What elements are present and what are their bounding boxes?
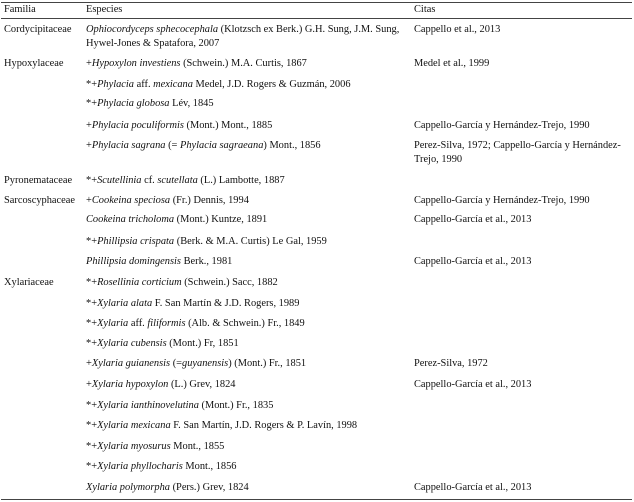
species-cell [86, 139, 321, 153]
species-authority: (Mont.) Kuntze, 1891 [174, 214, 268, 225]
species-authority: (Mont.) Mont., 1885 [183, 120, 273, 131]
species-marker: *+ [86, 461, 98, 472]
species-authority: Mont., 1856 [182, 461, 237, 472]
species-cell [86, 399, 273, 413]
species-cell [86, 194, 249, 208]
species-cell [86, 297, 299, 311]
species-authority: Mont., 1855 [170, 441, 225, 452]
species-authority-secondary: (Alb. & Schwein.) Fr., 1849 [185, 318, 305, 329]
species-cell [86, 97, 214, 111]
species-cell [86, 481, 249, 495]
species-cell [86, 440, 224, 454]
species-authority: (L.) Grev, 1824 [168, 379, 236, 390]
species-authority: aff. [128, 318, 148, 329]
species-name: Xylaria cubensis [97, 338, 167, 349]
species-authority-secondary: ) Mont., 1856 [263, 140, 321, 151]
species-cell [86, 174, 285, 188]
species-cell [86, 378, 235, 392]
cita-cell: Medel et al., 1999 [414, 58, 490, 69]
species-cell [86, 255, 232, 269]
cita-cell: Cappello-García et al., 2013 [414, 256, 532, 267]
species-cell [86, 119, 272, 133]
species-cell [86, 235, 327, 249]
species-marker: *+ [86, 400, 98, 411]
species-name: Phillipsia domingensis [86, 256, 181, 267]
species-cell [86, 337, 239, 351]
species-authority: (= [170, 358, 183, 369]
species-name: Xylaria mexicana [97, 420, 171, 431]
species-cell [86, 357, 306, 371]
species-authority: (Pers.) Grev, 1824 [169, 482, 249, 493]
header-especies: Especies [86, 4, 123, 15]
species-cell [86, 57, 307, 71]
header-citas: Citas [414, 4, 436, 15]
species-authority: (Mont.) Fr., 1835 [198, 400, 274, 411]
species-name-secondary: guyanensis [182, 358, 229, 369]
species-authority: cf. [141, 175, 158, 186]
species-marker: + [86, 195, 92, 206]
species-name: Cookeina speciosa [91, 195, 171, 206]
species-name: Ophiocordyceps sphecocephala [86, 24, 219, 35]
species-marker: *+ [86, 277, 98, 288]
species-name: Hypoxylon investiens [91, 58, 181, 69]
species-name-secondary: mexicana [153, 79, 193, 90]
species-name: Xylaria phyllocharis [97, 461, 183, 472]
header-rule [1, 18, 632, 19]
species-marker: + [86, 140, 92, 151]
cita-cell: Cappello-García et al., 2013 [414, 482, 532, 493]
header-familia: Familia [4, 4, 36, 15]
familia-cell: Hypoxylaceae [4, 58, 64, 69]
species-cell [86, 213, 267, 227]
species-authority: F. San Martín & J.D. Rogers, 1989 [152, 298, 300, 309]
species-marker: *+ [86, 318, 98, 329]
species-cell [86, 419, 357, 433]
species-cell [86, 23, 406, 50]
species-authority: (Mont.) Fr, 1851 [166, 338, 239, 349]
species-authority: (Schwein.) M.A. Curtis, 1867 [180, 58, 307, 69]
cita-cell: Cappello et al., 2013 [414, 24, 501, 35]
species-marker: + [86, 379, 92, 390]
species-name-secondary: scutellata [157, 175, 198, 186]
species-marker: *+ [86, 298, 98, 309]
species-marker: *+ [86, 236, 98, 247]
species-name: Phylacia globosa [97, 98, 170, 109]
species-authority: (Klotzsch ex Berk.) G.H. Sung, J.M. Sung, Hywel-Jones & Spatafora, 2007 [86, 24, 400, 49]
species-marker: *+ [86, 420, 98, 431]
species-cell [86, 460, 236, 474]
species-name: Xylaria [97, 318, 129, 329]
species-name: Xylaria alata [97, 298, 153, 309]
familia-cell: Xylariaceae [4, 277, 54, 288]
familia-cell: Cordycipitaceae [4, 24, 72, 35]
species-name: Xylaria ianthinovelutina [97, 400, 199, 411]
species-authority-secondary: (L.) Lambotte, 1887 [197, 175, 285, 186]
species-marker: *+ [86, 79, 98, 90]
species-name: Cookeina tricholoma [86, 214, 175, 225]
species-authority: (Fr.) Dennis, 1994 [170, 195, 249, 206]
cita-cell: Cappello-García y Hernández-Trejo, 1990 [414, 120, 590, 131]
species-authority: (Schwein.) Sacc, 1882 [181, 277, 278, 288]
species-name: Phylacia [97, 79, 134, 90]
species-authority: Berk., 1981 [180, 256, 233, 267]
species-authority: aff. [134, 79, 154, 90]
cita-cell: Cappello-García et al., 2013 [414, 379, 532, 390]
species-name: Xylaria guianensis [91, 358, 171, 369]
species-name: Scutellinia [97, 175, 142, 186]
species-authority: (Berk. & M.A. Curtis) Le Gal, 1959 [174, 236, 327, 247]
species-marker: *+ [86, 98, 98, 109]
species-marker: *+ [86, 441, 98, 452]
species-name: Xylaria polymorpha [86, 482, 170, 493]
species-authority-secondary: ) (Mont.) Fr., 1851 [228, 358, 307, 369]
cita-cell: Cappello-García et al., 2013 [414, 214, 532, 225]
species-marker: *+ [86, 175, 98, 186]
species-authority: (= [165, 140, 180, 151]
cita-cell: Perez-Silva, 1972; Cappello-García y Hernández-Trejo, 1990 [414, 140, 621, 165]
species-cell [86, 317, 305, 331]
species-marker: + [86, 120, 92, 131]
species-marker: + [86, 58, 92, 69]
species-authority: Lév, 1845 [169, 98, 214, 109]
species-name-secondary: Phylacia sagraeana [179, 140, 264, 151]
species-name: Xylaria hypoxylon [91, 379, 169, 390]
bottom-rule [1, 499, 632, 500]
species-cell [86, 276, 278, 290]
cita-cell: Cappello-García y Hernández-Trejo, 1990 [414, 195, 590, 206]
species-marker: + [86, 358, 92, 369]
familia-cell: Sarcoscyphaceae [4, 195, 75, 206]
species-name: Phylacia poculiformis [91, 120, 184, 131]
cita-cell: Perez-Silva, 1972 [414, 358, 488, 369]
species-name: Xylaria myosurus [97, 441, 171, 452]
species-name: Phylacia sagrana [91, 140, 166, 151]
species-authority-secondary: Medel, J.D. Rogers & Guzmán, 2006 [192, 79, 351, 90]
familia-cell: Pyronemataceae [4, 175, 73, 186]
species-name-secondary: filiformis [147, 318, 186, 329]
species-name: Phillipsia crispata [97, 236, 175, 247]
species-cell [86, 78, 351, 92]
species-authority: F. San Martín, J.D. Rogers & P. Lavín, 1998 [170, 420, 358, 431]
species-name: Rosellinia corticium [97, 277, 182, 288]
species-marker: *+ [86, 338, 98, 349]
